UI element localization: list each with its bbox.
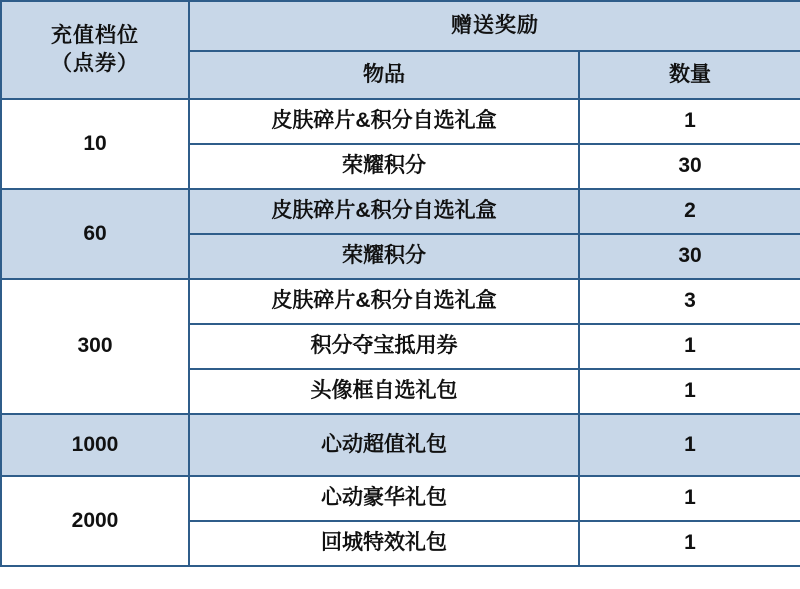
table-body: [1, 1, 800, 566]
item-cell: 荣耀积分: [189, 144, 579, 189]
tier-cell: 300: [1, 279, 189, 414]
item-cell: 积分夺宝抵用券: [189, 324, 579, 369]
quantity-cell: 2: [579, 189, 800, 234]
quantity-cell: 1: [579, 99, 800, 144]
table-row: [1, 414, 800, 476]
table-row: [1, 189, 800, 234]
header-tier-line2: （点券）: [51, 52, 139, 75]
item-cell: 头像框自选礼包: [189, 369, 579, 414]
quantity-cell: 1: [579, 324, 800, 369]
header-reward-group: 赠送奖励: [189, 1, 800, 51]
tier-cell: 60: [1, 189, 189, 279]
item-cell: 皮肤碎片&积分自选礼盒: [189, 279, 579, 324]
header-quantity: 数量: [579, 51, 800, 99]
item-cell: 皮肤碎片&积分自选礼盒: [189, 99, 579, 144]
quantity-cell: 1: [579, 414, 800, 476]
quantity-cell: 30: [579, 144, 800, 189]
table-row: [1, 476, 800, 521]
quantity-cell: 30: [579, 234, 800, 279]
quantity-cell: 1: [579, 369, 800, 414]
item-cell: 回城特效礼包: [189, 521, 579, 566]
table-header-row-1: [1, 1, 800, 51]
quantity-cell: 1: [579, 476, 800, 521]
item-cell: 心动超值礼包: [189, 414, 579, 476]
header-item: 物品: [189, 51, 579, 99]
table-row: [1, 279, 800, 324]
table-row: [1, 99, 800, 144]
item-cell: 荣耀积分: [189, 234, 579, 279]
tier-cell: 10: [1, 99, 189, 189]
quantity-cell: 3: [579, 279, 800, 324]
quantity-cell: 1: [579, 521, 800, 566]
header-tier-cell: [1, 1, 189, 99]
item-cell: 皮肤碎片&积分自选礼盒: [189, 189, 579, 234]
tier-cell: 2000: [1, 476, 189, 566]
tier-cell: 1000: [1, 414, 189, 476]
header-tier-line1: 充值档位: [51, 23, 139, 47]
item-cell: 心动豪华礼包: [189, 476, 579, 521]
